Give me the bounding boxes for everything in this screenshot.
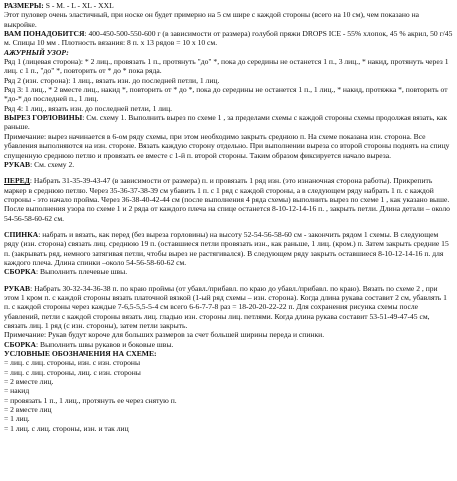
lace-row-2: Ряд 2 (изн. сторона): 1 лиц., вязать изн. до последней петли, 1 лиц.: [4, 75, 220, 85]
materials-line: [4, 29, 453, 48]
assembly-value-1: : Выполнить плечевые швы.: [36, 267, 128, 277]
front-label: ПЕРЕД: [4, 176, 30, 186]
legend-item: = 2 вместе лиц: [4, 405, 52, 415]
legend-item: = лиц. с лиц. стороны, лиц. с изн. стороны: [4, 367, 141, 377]
assembly-label-2: СБОРКА: [4, 339, 36, 349]
legend-item: = 1 лиц.: [4, 414, 30, 424]
sleeve-ref-label: РУКАВ: [4, 159, 31, 169]
sleeve-text: : Набрать 30-32-34-36-38 п. по краю проймы (от убавл./прибавл. по краю до убавл./прибавл. по краю). Вязать по схеме 2 , при этом 1 кром п. с каждой стороны вязать платочной вязкой (1-ый ряд схемы – изн. сторона). Когда длина рукава составит 2 см, убавлять 1 п. с каждой стороны через каждые 7-6,5-5,5-5-4 см всего 6-6-7-7-8 раз = 18-20-20-22-22 п. Для сохранения рисунка схемы после убавлений, петли с каждой стороны вязать лиц. гладью изн. стороны лиц. петлями. Когда длина рукава составит 53-51-49-47-45 см, связать лиц. 1 ряд (с изн. стороны), затем петли закрыть.: [4, 283, 447, 330]
back-label: СПИНКА: [4, 229, 39, 239]
assembly-value-2: : Выполнить швы рукавов и боковые швы.: [36, 339, 174, 349]
sleeve-note: Примечание: Рукав будут короче для больших размеров за счет большей ширины переда и спинки.: [4, 330, 325, 340]
lace-row-1: Ряд 1 (лицевая сторона): * 2 лиц., провязать 1 п., протянуть "до" *, пока до середины не останется 1 п., 3 лиц., * накид, протянуть через 1 лиц. с 1 п., "до" *, повторить от * до * пока ряда.: [4, 57, 449, 76]
sleeve-label: РУКАВ: [4, 283, 31, 293]
neckline-note: Примечание: вырез начинается в 6-ом ряду схемы, при этом необходимо закрыть среднюю п. На схеме показана изн. сторона. Все убавления выполняются на изн. стороне. Вязать каждую сторону отдельно. При выполнении выреза со второй стороны поднять на спицу спущенную среднюю петлю и провязать ее вместе с 1-й п. второй стороны. Таким образом фиксируется начало выреза.: [4, 131, 450, 160]
legend-item: = 1 лиц. с лиц. стороны, изн. и так лиц: [4, 423, 129, 433]
sleeve-paragraph: [4, 284, 453, 331]
back-paragraph: [4, 230, 453, 267]
front-text: : Набрать 31-35-39-43-47 (в зависимости от размера) п. и провязать 1 ряд изн. (это изнаночная сторона работы). Прикрепить маркер в среднюю петлю. Через 35-36-37-38-39 см убавить 1 п. с 1 ряд с каждой стороны, а в следующем ряду набрать 1 п. с каждой стороны - это начало пройма. Через 36-38-40-42-44 см (после выполнения 4 ряда схемы) выполнить вырез по схеме 1 , как указано выше.: [4, 176, 450, 204]
legend-item: = накид: [4, 386, 30, 396]
sizes-line: [4, 1, 453, 10]
neckline-label: ВЫРЕЗ ГОРЛОВИНЫ: [4, 113, 83, 123]
materials-value: : 400-450-500-550-600 г (в зависимости от размера) голубой пряжи DROPS ICE - 55% хлопок, 45 % акрил, 50 г/45 м. Спицы 10 мм . Плотность вязания: 8 п. х 13 рядов = 10 х 10 см.: [4, 29, 453, 48]
sizes-label: РАЗМЕРЫ:: [4, 1, 44, 10]
lace-row-4: Ряд 4: 1 лиц., вязать изн. до последней петли, 1 лиц.: [4, 103, 173, 113]
section-gap: [4, 223, 453, 230]
assembly-line-1: [4, 267, 453, 276]
legend-item: = 2 вместе лиц.: [4, 377, 54, 387]
lace-heading: АЖУРНЫЙ УЗОР:: [4, 47, 69, 57]
section-gap: [4, 169, 453, 176]
section-gap: [4, 277, 453, 284]
lace-row-3: Ряд 3: 1 лиц., * 2 вместе лиц., накид *, повторить от * до *, пока до середины не останется 1 п., 1 лиц., * накид, протяжка *, повторить от *до-* до последней п., 1 лиц.: [4, 85, 448, 104]
sizes-note: Этот пуловер очень эластичный, при носке он будет примерно на 5 см шире с каждой стороны (всего на 10 см), чем показано на выкройке.: [4, 10, 420, 29]
sleeve-ref-line: [4, 160, 453, 169]
back-text: : набрать и вязать, как перед (без выреза горловины) на высоту 52-54-56-58-60 см - закончить рядом 1 схемы. В следующем ряду (изн. сторона) связать лиц. среднюю 19 п. (оставшиеся петли провязать изн., как раньше, 1 лиц. (кром.) п. Затем закрыть средние 15 п. (закрывать ряд, немного затягивая петли, чтобы вырез не растягивался). В следующем ряду закрыть оставшиеся 8-10-12-14-16 п. для каждого плеча. Длина спинки –около 54-56-58-60-62 см.: [4, 229, 449, 267]
neckline-line: [4, 113, 453, 132]
assembly-line-2: [4, 340, 453, 349]
sleeve-ref-value: : См. схему 2.: [30, 159, 75, 169]
front-paragraph-2: После выполнения узора по схеме 1 и 2 ряда от каждого плеча на спице останется 8-10-12-14-16 п. , закрыть петли. Длина детали – около 54-56-58-60-62 см.: [4, 204, 450, 223]
legend-item: = лиц. с лиц. стороны, изн. с изн. стороны: [4, 358, 141, 368]
materials-label: ВАМ ПОНАДОБИТСЯ: [4, 29, 85, 39]
sizes-value: S - M. - L - XL - XXL: [43, 1, 114, 10]
neckline-value: : См. схему 1. Выполнить вырез по схеме 1 , за пределами схемы с каждой стороны схемы продолжая вязать, как раньше.: [4, 113, 448, 132]
front-paragraph: [4, 176, 453, 204]
legend-item: = провязать 1 п., 1 лиц., протянуть ее через снятую п.: [4, 395, 177, 405]
assembly-label-1: СБОРКА: [4, 267, 36, 277]
legend-heading: УСЛОВНЫЕ ОБОЗНАЧЕНИЯ НА СХЕМЕ:: [4, 349, 157, 359]
